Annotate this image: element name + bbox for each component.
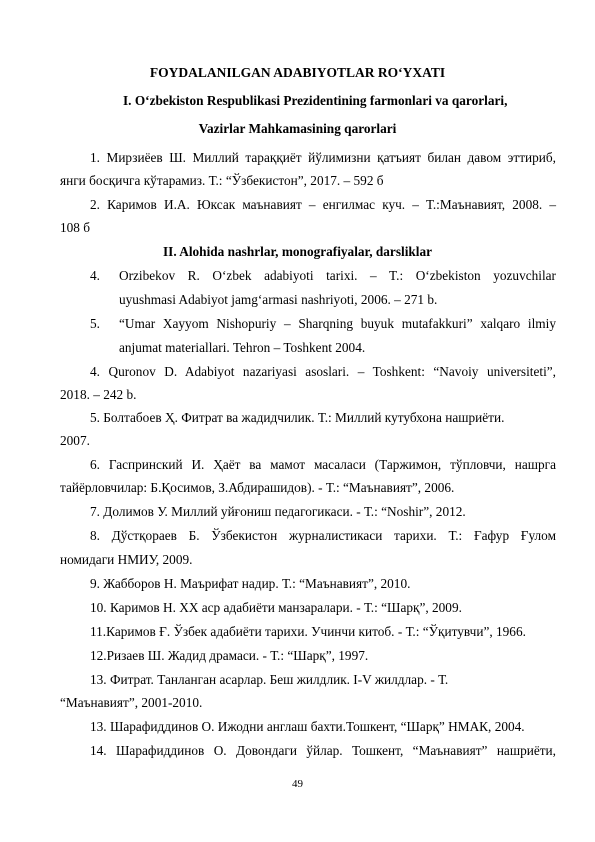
section-heading-decrees-line2: Vazirlar Mahkamasining qarorlari [198,121,397,136]
list-item-5-line1: “Umar Xayyom Nishopuriy – Sharqning buyuk mutafakkuri” xalqaro ilmiy [119,316,556,331]
reference-2-line1: 2. Каримов И.А. Юксак маънавият – енгилмас куч. – Т.:Маънавият, 2008. – [90,197,556,212]
reference-line: 6. Гаспринский И. Ҳаёт ва мамот масаласи (Таржимон, тўпловчи, нашрга [90,457,556,472]
reference-1-line2: янги босқичга кўтарамиз. Т.: “Ўзбекистон”, 2017. – 592 б [60,173,384,188]
section-heading-decrees-line1: I. O‘zbekiston Respublikasi Prezidentining farmonlari va qarorlari, [123,93,508,108]
reference-line: 2007. [60,433,90,448]
reference-line: “Маънавият”, 2001-2010. [60,695,203,710]
page-number: 49 [292,778,303,790]
reference-line: 13. Фитрат. Танланган асарлар. Беш жилдлик. I-V жилдлар. - Т. [90,672,449,687]
reference-line: 2018. – 242 b. [60,387,137,402]
reference-line: 12.Ризаев Ш. Жадид драмаси. - Т.: “Шарқ”, 1997. [90,648,369,663]
reference-line: 8. Дўстқораев Б. Ўзбекистон журналистикаси тарихи. Т.: Ғафур Ғулом [90,528,556,543]
reference-1-line1: 1. Мирзиёев Ш. Миллий тараққиёт йўлимизни қатъият билан давом эттириб, [90,150,556,165]
list-item-4-line1: Orzibekov R. O‘zbek adabiyoti tarixi. – T.: O‘zbekiston yozuvchilar [119,268,556,283]
list-item-number: 4. [90,268,100,283]
list-item-5-line2: anjumat materiallari. Tehron – Toshkent 2004. [119,340,366,355]
reference-line: 11.Каримов Ғ. Ўзбек адабиёти тарихи. Учинчи китоб. - Т.: “Ўқитувчи”, 1966. [90,624,526,639]
reference-line: 14. Шарафиддинов О. Довондаги ўйлар. Тошкент, “Маънавият” нашриёти, [90,743,556,758]
list-item-number: 5. [90,316,100,331]
reference-line: 7. Долимов У. Миллий уйғониш педагогикаси. - Т.: “Noshir”, 2012. [90,504,466,519]
reference-line: 5. Болтабоев Ҳ. Фитрат ва жадидчилик. Т.: Миллий кутубхона нашриёти. [90,410,505,425]
reference-2-line2: 108 б [60,220,91,235]
reference-line: 10. Каримов Н. XX аср адабиёти манзаралари. - Т.: “Шарқ”, 2009. [90,600,462,615]
section-heading-publications: II. Alohida nashrlar, monografiyalar, darsliklar [162,244,433,259]
reference-line: тайёрловчилар: Б.Қосимов, З.Абдирашидов). - Т.: “Маънавият”, 2006. [60,480,455,495]
list-item-4-line2: uyushmasi Adabiyot jamg‘armasi nashriyoti, 2006. – 271 b. [119,292,438,307]
reference-line: 9. Жабборов Н. Маърифат надир. Т.: “Маънавият”, 2010. [90,576,411,591]
reference-line: 13. Шарафиддинов О. Ижодни англаш бахти.Тошкент, “Шарқ” НМАК, 2004. [90,719,525,734]
reference-line: номидаги НМИУ, 2009. [60,552,193,567]
page-title: FOYDALANILGAN ADABIYOTLAR RO‘YXATI [149,65,446,80]
reference-line: 4. Quronov D. Adabiyot nazariyasi asoslari. – Toshkent: “Navoiy universiteti”, [90,364,556,379]
